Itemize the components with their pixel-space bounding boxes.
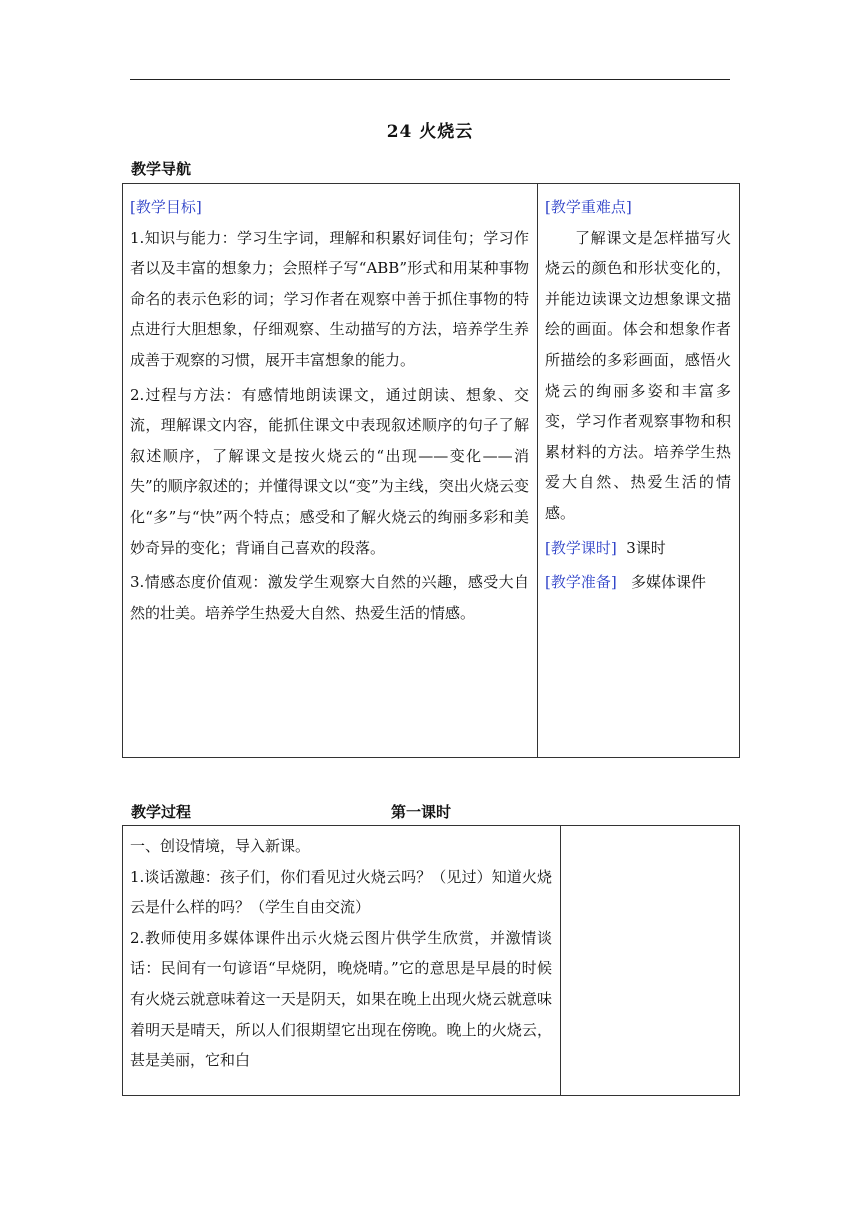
nav-table [122, 183, 740, 758]
process-step-1: 一、创设情境，导入新课。 [130, 837, 311, 855]
header-rule [130, 79, 730, 80]
goals-cell [123, 184, 538, 758]
process-cell [123, 826, 561, 1096]
lesson-label: 第一课时 [391, 803, 452, 821]
page-title: 24 火烧云 [386, 122, 474, 142]
prep-value: 多媒体课件 [631, 573, 707, 592]
hours-value: 3课时 [626, 538, 666, 557]
key-points-text: 了解课文是怎样描写火烧云的颜色和形状变化的，并能边读课文边想象课文描绘的画面。体会和想象作者所描绘的多彩画面，感悟火烧云的绚丽多姿和丰富多变，学习作者观察事物和积累材料的方法。培养学生热爱大自然、热爱生活的情感。 [545, 228, 731, 522]
prep-label: [教学准备] [545, 573, 617, 592]
nav-label: 教学导航 [131, 160, 192, 178]
process-step-3: 2.教师使用多媒体课件出示火烧云图片供学生欣赏，并激情谈话：民间有一句谚语“早烧阴，晚烧晴。”它的意思是早晨的时候有火烧云就意味着这一天是阴天，如果在晚上出现火烧云就意味着明天是晴天，所以人们很期望它出现在傍晚。晚上的火烧云，甚是美丽，它和白 [130, 928, 552, 1070]
goals-label: [教学目标] [130, 198, 202, 216]
goal-item-3: 3.情感态度价值观：激发学生观察大自然的兴趣，感受大自然的壮美。培养学生热爱大自然、热爱生活的情感。 [130, 573, 529, 622]
hours-label: [教学课时] [545, 538, 617, 557]
hours-row [545, 533, 731, 564]
goal-item-2: 2.过程与方法：有感情地朗读课文，通过朗读、想象、交流，理解课文内容，能抓住课文中表现叙述顺序的句子了解叙述顺序，了解课文是按火烧云的“出现——变化——消失”的顺序叙述的；并懂得课文以“变”为主线，突出火烧云变化“多”与“快”两个特点；感受和了解火烧云的绚丽多彩和美妙奇异的变化；背诵自己喜欢的段落。 [130, 385, 529, 557]
key-points-cell [538, 184, 740, 758]
notes-cell [561, 826, 740, 1096]
process-step-2: 1.谈话激趣：孩子们，你们看见过火烧云吗？（见过）知道火烧云是什么样的吗？（学生自由交流） [130, 867, 552, 917]
prep-row [545, 567, 731, 598]
process-table [122, 825, 740, 1096]
goal-item-1: 1.知识与能力：学习生字词，理解和积累好词佳句；学习作者以及丰富的想象力；会照样子写“ABB”形式和用某种事物命名的表示色彩的词；学习作者在观察中善于抓住事物的特点进行大胆想象，仔细观察、生动描写的方法，培养学生养成善于观察的习惯，展开丰富想象的能力。 [130, 228, 529, 369]
process-label: 教学过程 [131, 803, 192, 821]
key-points-label: [教学重难点] [545, 198, 632, 216]
